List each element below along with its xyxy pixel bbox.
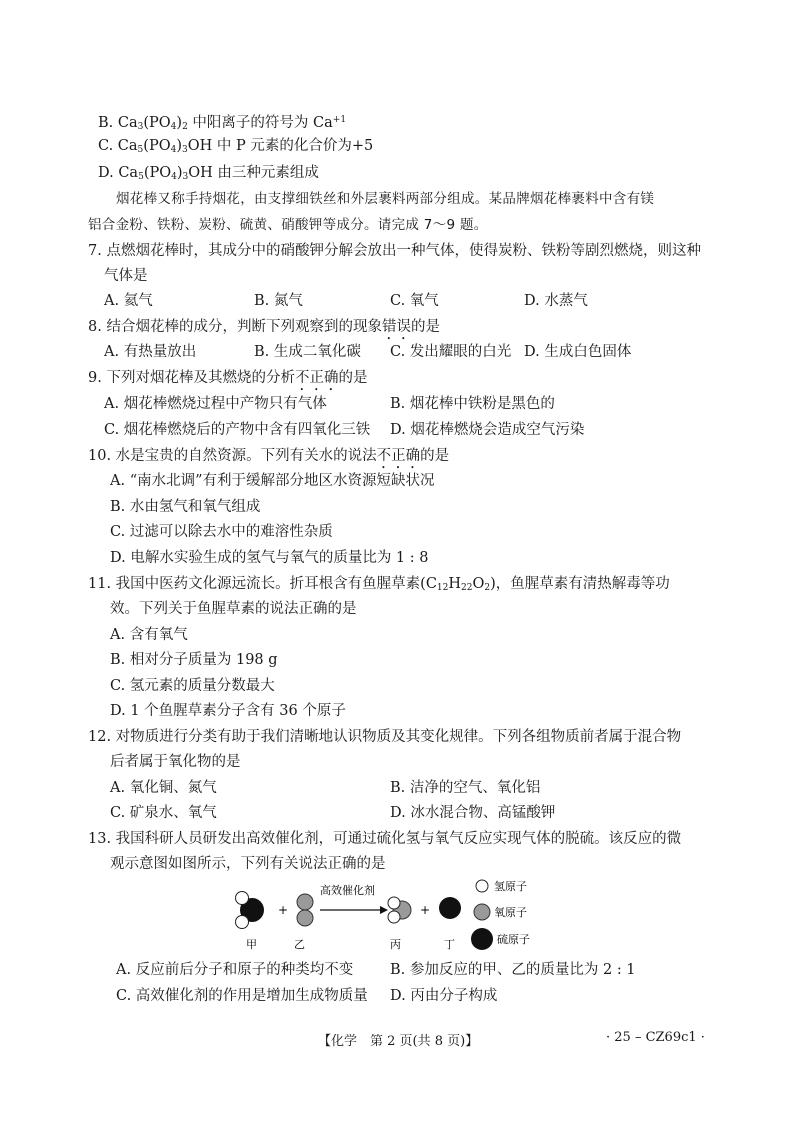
intro-line-2: 铝合金粉、铁粉、炭粉、硫黄、硝酸钾等成分。请完成 7～9 题。 bbox=[88, 217, 488, 233]
plus-sign-2: + bbox=[420, 903, 431, 917]
molecule-bing bbox=[388, 897, 411, 923]
q12-option-a: A. 氧化铜、氮气 bbox=[110, 780, 217, 796]
q12-option-d: D. 冰水混合物、高锰酸钾 bbox=[390, 805, 556, 821]
catalyst-label: 高效催化剂 bbox=[320, 884, 375, 897]
prev-option-b: B. $Ca_3(PO_4)_2$ 中阳离子的符号为 $Ca^{+1}$ bbox=[98, 115, 347, 132]
q7-stem-line-2: 气体是 bbox=[104, 268, 148, 284]
q10-option-a: A. “南水北调”有利于缓解部分地区水资源短缺状况 bbox=[110, 473, 435, 489]
q12-stem-line-2: 后者属于氧化物的是 bbox=[110, 754, 241, 770]
q10-emphasis: 不正确 bbox=[376, 448, 421, 464]
q11-option-c: C. 氢元素的质量分数最大 bbox=[110, 678, 275, 694]
q13-option-b: B. 参加反应的甲、乙的质量比为 2 : 1 bbox=[390, 962, 636, 978]
page-footer-label: 【化学 第 2 页(共 8 页)】 bbox=[318, 1034, 479, 1049]
q11-option-a: A. 含有氧气 bbox=[110, 627, 188, 643]
hydrogen-atom bbox=[388, 897, 400, 909]
legend-oxygen-icon bbox=[474, 904, 490, 920]
q9-option-c: C. 烟花棒燃烧后的产物中含有四氧化三铁 bbox=[104, 422, 371, 438]
q10-option-d: D. 电解水实验生成的氢气与氧气的质量比为 1 : 8 bbox=[110, 550, 429, 566]
q11-stem-line-2: 效。下列关于鱼腥草素的说法正确的是 bbox=[110, 601, 357, 617]
q11-option-b: B. 相对分子质量为 198 g bbox=[110, 652, 278, 668]
legend-sulfur-icon bbox=[471, 928, 493, 950]
q13-option-a: A. 反应前后分子和原子的种类均不变 bbox=[116, 962, 354, 978]
q9-emphasis: 不正确 bbox=[294, 370, 339, 386]
q12-option-c: C. 矿泉水、氧气 bbox=[110, 805, 217, 821]
q10-option-b: B. 水由氢气和氧气组成 bbox=[110, 499, 261, 515]
label-jia: 甲 bbox=[246, 938, 257, 951]
q12-option-b: B. 洁净的空气、氧化铝 bbox=[390, 780, 541, 796]
oxygen-atom bbox=[297, 910, 313, 926]
legend-sulfur: 硫原子 bbox=[497, 933, 530, 946]
molecule-jia bbox=[236, 892, 265, 929]
q13-option-d: D. 丙由分子构成 bbox=[390, 988, 498, 1004]
label-bing: 丙 bbox=[390, 938, 401, 951]
hydrogen-atom bbox=[388, 911, 400, 923]
q9-option-a: A. 烟花棒燃烧过程中产物只有气体 bbox=[104, 396, 327, 412]
q8-option-c: C. 发出耀眼的白光 bbox=[390, 344, 512, 360]
label-yi: 乙 bbox=[294, 938, 305, 951]
q13-stem-line-1: 13. 我国科研人员研发出高效催化剂，可通过硫化氢与氧气反应实现气体的脱硫。该反应的微 bbox=[88, 831, 682, 847]
q7-option-d: D. 水蒸气 bbox=[524, 293, 588, 309]
q9-option-b: B. 烟花棒中铁粉是黑色的 bbox=[390, 396, 555, 412]
arrow-head-icon bbox=[380, 906, 388, 914]
q9-stem: 9. 下列对烟花棒及其燃烧的分析不正确的是 bbox=[88, 370, 368, 386]
q7-option-c: C. 氧气 bbox=[390, 293, 439, 309]
legend bbox=[471, 879, 530, 950]
hydrogen-atom bbox=[236, 916, 249, 929]
q13-option-c: C. 高效催化剂的作用是增加生成物质量 bbox=[116, 988, 368, 1004]
prev-option-d: D. $Ca_5(PO_4)_3OH$ 由三种元素组成 bbox=[98, 165, 319, 182]
q8-option-a: A. 有热量放出 bbox=[104, 344, 197, 360]
page-footer-code: · 25 – CZ69c1 · bbox=[606, 1030, 705, 1045]
q7-option-b: B. 氮气 bbox=[254, 293, 303, 309]
q7-stem-line-1: 7. 点燃烟花棒时，其成分中的硝酸钾分解会放出一种气体，使得炭粉、铁粉等剧烈燃烧，则这种 bbox=[88, 243, 701, 259]
plus-sign-1: + bbox=[278, 903, 289, 917]
label-ding: 丁 bbox=[444, 938, 455, 951]
q7-option-a: A. 氦气 bbox=[104, 293, 153, 309]
legend-hydrogen-icon bbox=[476, 880, 488, 892]
molecule-yi bbox=[297, 894, 313, 926]
legend-hydrogen: 氢原子 bbox=[494, 880, 527, 893]
molecule-ding bbox=[439, 897, 461, 919]
q10-option-c: C. 过滤可以除去水中的难溶性杂质 bbox=[110, 524, 333, 540]
q8-option-b: B. 生成二氧化碳 bbox=[254, 344, 361, 360]
q12-stem-line-1: 12. 对物质进行分类有助于我们清晰地认识物质及其变化规律。下列各组物质前者属于混合物 bbox=[88, 729, 682, 745]
q10-stem: 10. 水是宝贵的自然资源。下列有关水的说法不正确的是 bbox=[88, 448, 450, 464]
legend-oxygen: 氧原子 bbox=[494, 906, 527, 919]
q13-stem-line-2: 观示意图如图所示，下列有关说法正确的是 bbox=[110, 856, 386, 872]
q8-stem: 8. 结合烟花棒的成分，判断下列观察到的现象错误的是 bbox=[88, 319, 440, 335]
intro-line-1: 烟花棒又称手持烟花，由支撑细铁丝和外层裹料两部分组成。某品牌烟花棒裹料中含有镁 bbox=[116, 191, 655, 207]
oxygen-atom bbox=[297, 894, 313, 910]
reaction-micro-diagram bbox=[230, 872, 570, 962]
prev-option-c: C. $Ca_5(PO_4)_3OH$ 中 P 元素的化合价为+5 bbox=[98, 138, 374, 155]
q8-option-d: D. 生成白色固体 bbox=[524, 344, 632, 360]
q9-option-d: D. 烟花棒燃烧会造成空气污染 bbox=[390, 422, 585, 438]
q8-emphasis: 错误 bbox=[381, 319, 411, 335]
q11-stem-line-1: 11. 我国中医药文化源远流长。折耳根含有鱼腥草素$(C_{12}H_{22}O_2)$，鱼腥草素有清热解毒等功 bbox=[88, 576, 670, 593]
q11-option-d: D. 1 个鱼腥草素分子含有 36 个原子 bbox=[110, 703, 346, 719]
hydrogen-atom bbox=[236, 892, 249, 905]
